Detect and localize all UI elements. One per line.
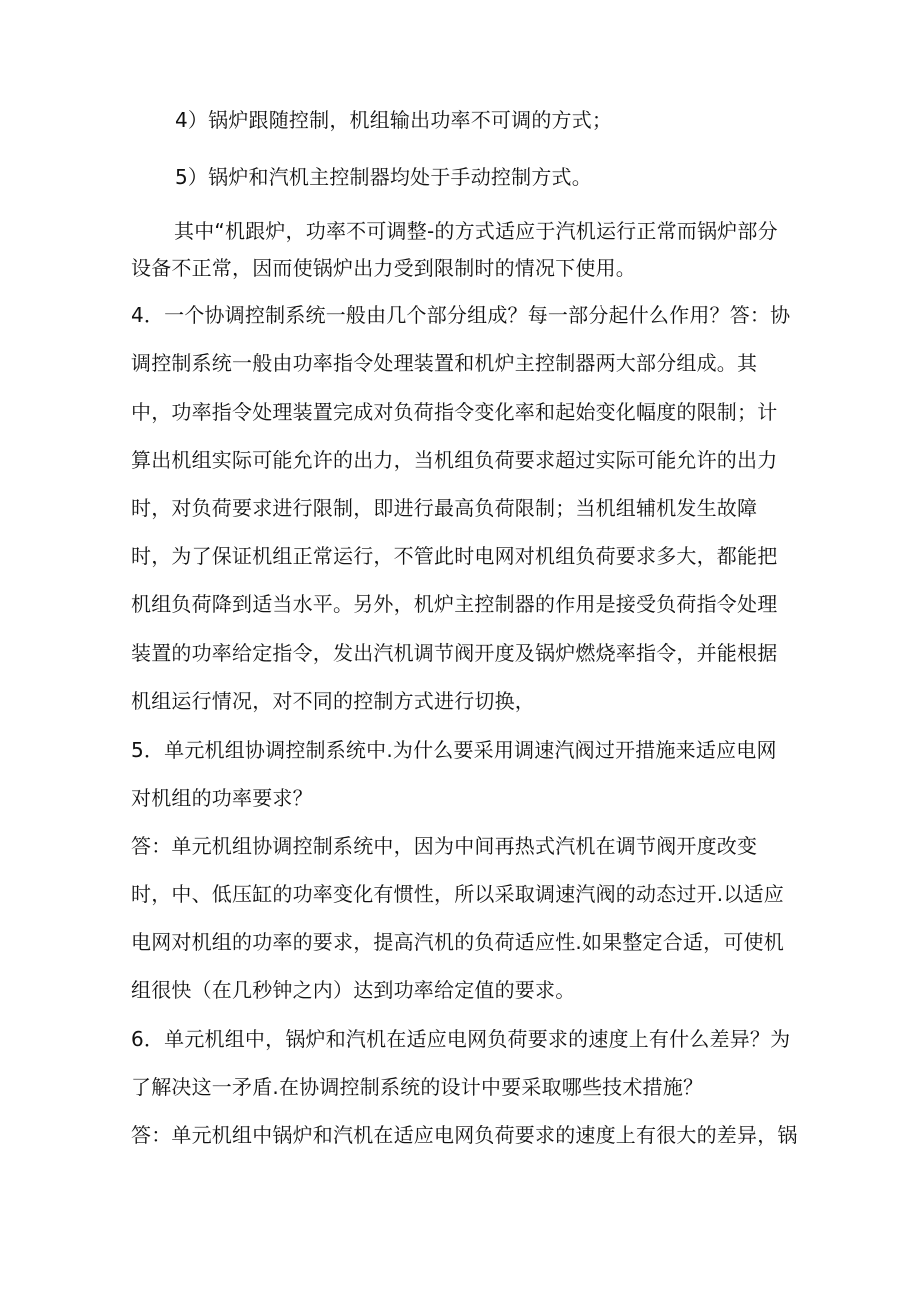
paragraph-line: 对机组的功率要求？ [131,786,313,810]
paragraph-line: 中，功率指令处理装置完成对负荷指令变化率和起始变化幅度的限制；计 [131,400,778,424]
paragraph-line: 时，中、低压缸的功率变化有惯性，所以采取调速汽阀的动态过开.以适应 [131,882,784,906]
paragraph-line: 机组运行情况，对不同的控制方式进行切换， [131,689,535,713]
paragraph-line: 时，为了保证机组正常运行，不管此时电网对机组负荷要求多大，都能把 [131,544,778,568]
list-item-5: 5）锅炉和汽机主控制器均处于手动控制方式。 [175,165,592,189]
paragraph-line: 电网对机组的功率的要求，提高汽机的负荷适应性.如果整定合适，可使机 [131,930,784,954]
answer-6-line: 答：单元机组中锅炉和汽机在适应电网负荷要求的速度上有很大的差异，锅 [131,1123,798,1147]
paragraph-line: 其中“机跟炉，功率不可调整-的方式适应于汽机运行正常而锅炉部分 [174,219,778,243]
answer-5-line: 答：单元机组协调控制系统中，因为中间再热式汽机在调节阀开度改变 [131,834,758,858]
question-4-heading: 4．一个协调控制系统一般由几个部分组成？每一部分起什么作用？答：协 [131,303,791,327]
paragraph-line: 装置的功率给定指令，发出汽机调节阀开度及锅炉燃烧率指令，并能根据 [131,641,778,665]
paragraph-line: 了解决这一矛盾.在协调控制系统的设计中要采取哪些技术措施？ [131,1075,704,1099]
list-item-4: 4）锅炉跟随控制，机组输出功率不可调的方式； [175,108,613,132]
paragraph-line: 设备不正常，因而使锅炉出力受到限制时的情况下使用。 [131,256,636,280]
paragraph-line: 算出机组实际可能允许的出力，当机组负荷要求超过实际可能允许的出力 [131,448,778,472]
paragraph-line: 时，对负荷要求进行限制，即进行最高负荷限制；当机组辅机发生故障 [131,496,758,520]
paragraph-line: 组很快（在几秒钟之内）达到功率给定值的要求。 [131,978,576,1002]
question-5-heading: 5．单元机组协调控制系统中.为什么要采用调速汽阀过开措施来适应电网 [131,738,777,762]
question-6-heading: 6．单元机组中，锅炉和汽机在适应电网负荷要求的速度上有什么差异？为 [131,1027,791,1051]
paragraph-line: 机组负荷降到适当水平。另外，机炉主控制器的作用是接受负荷指令处理 [131,592,778,616]
paragraph-line: 调控制系统一般由功率指令处理装置和机炉主控制器两大部分组成。其 [131,351,758,375]
